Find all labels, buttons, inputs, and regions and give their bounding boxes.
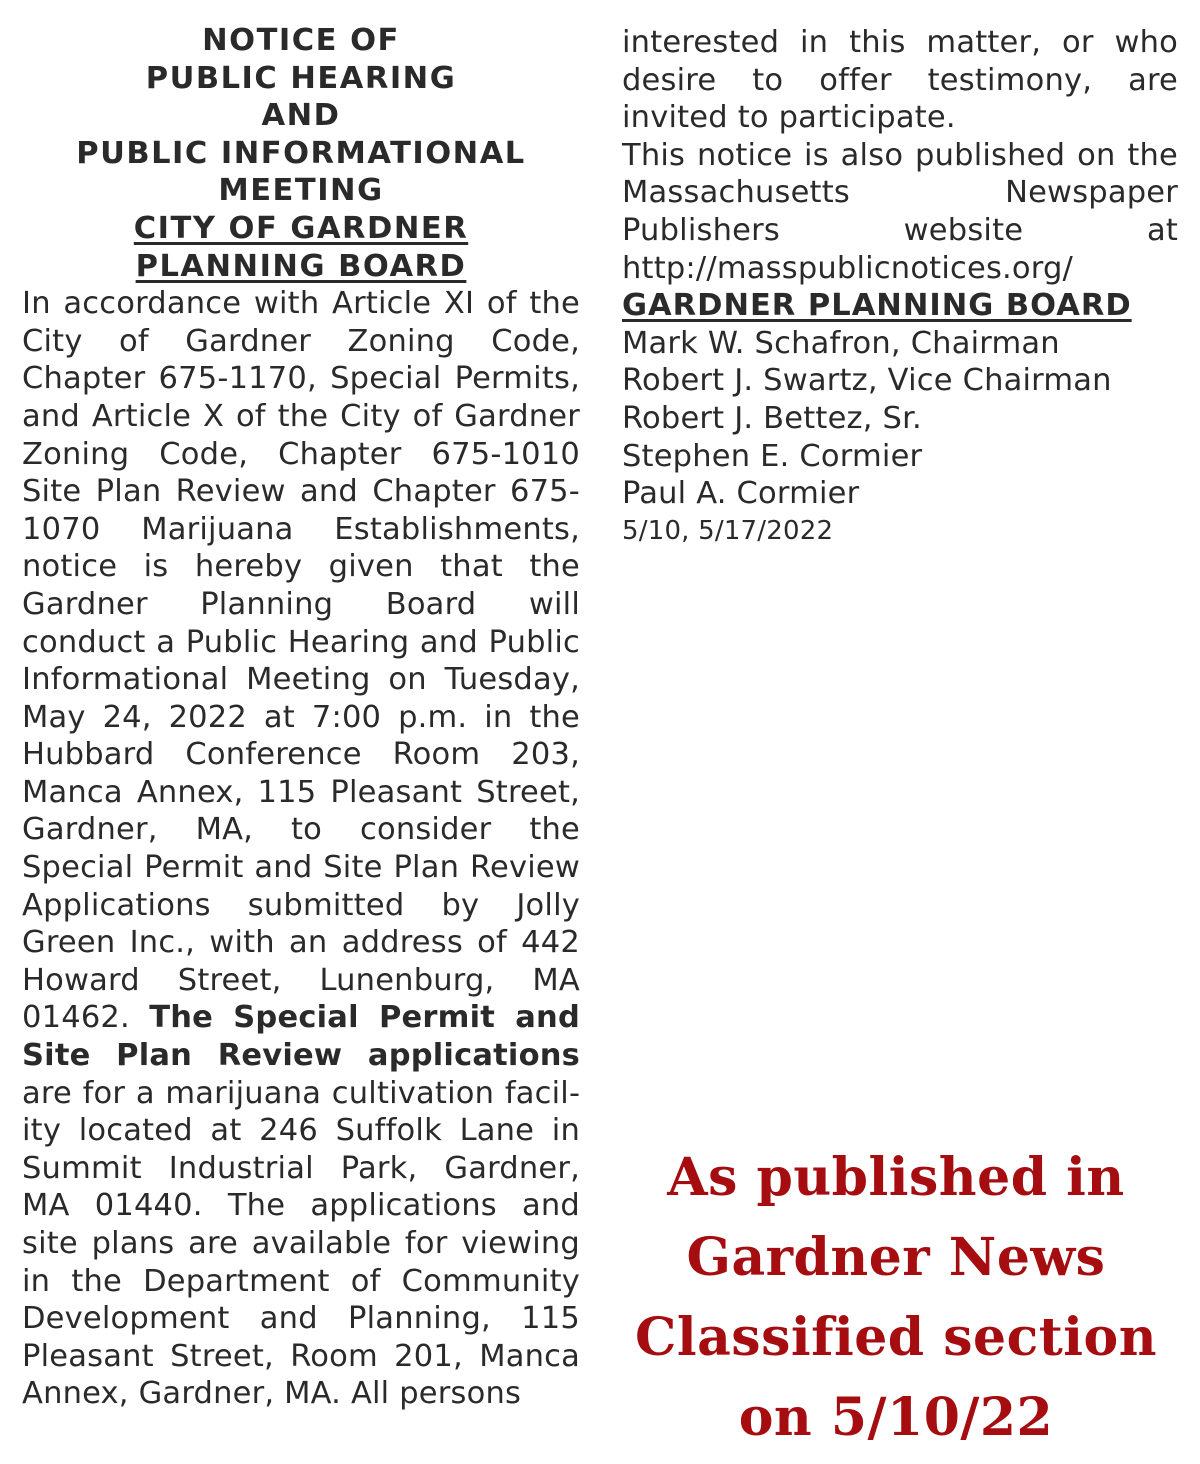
left-column (22, 22, 580, 1413)
signatory-1: Mark W. Schafron, Chairman (622, 325, 1060, 361)
notice-heading-line-3: AND (261, 98, 341, 134)
notice-heading-line-4: PUBLIC INFORMATIONAL (76, 135, 526, 171)
notice-body-second-continued: interested in this matter, or who desire to offer testimony, are invited to participate. (622, 25, 1178, 136)
publication-dates: 5/10, 5/17/2022 (622, 515, 834, 546)
notice-heading-line-1: NOTICE OF (202, 23, 400, 58)
notice-body-paragraph (22, 285, 580, 1413)
right-column (622, 24, 1178, 549)
caption-line-4: on 5/10/22 (738, 1387, 1054, 1448)
caption-line-1: As published in (667, 1147, 1125, 1208)
notice-body-third: This notice is also published on the Massachusetts Newspaper Publishers website at http://masspublicnotices.org/ (622, 137, 1178, 286)
notice-body-bold: The Special Permit and Site Plan Review applications (22, 1000, 580, 1074)
board-subheading-line-2: PLANNING BOARD (135, 248, 467, 284)
caption-line-2: Gardner News (686, 1227, 1106, 1288)
board-subheading-line-1: CITY OF GARDNER (133, 210, 469, 246)
signature-heading: GARDNER PLANNING BOARD (622, 288, 1132, 324)
signatory-4: Stephen E. Cormier (622, 438, 923, 474)
notice-heading-line-5: MEETING (218, 173, 384, 209)
notice-body-after-bold: are for a marijuana cultivation facility located at 246 Suffolk Lane in Summit Industrial Park, Gardner, MA 01440. (22, 1075, 580, 1224)
publication-caption (598, 1138, 1194, 1458)
notice-body-second: The applications and site plans are available for viewing in the Department of Community Development and Planning, 115 Pleasant Street, Room 201, Manca Annex, Gardner, MA. All persons (22, 1188, 580, 1412)
signatory-3: Robert J. Bettez, Sr. (622, 400, 922, 436)
caption-line-3: Classified section (634, 1307, 1158, 1368)
signatory-5: Paul A. Cormier (622, 476, 860, 512)
signatory-2: Robert J. Swartz, Vice Chairman (622, 363, 1112, 399)
notice-body-main: In accordance with Article XI of the City of Gardner Zoning Code, Chapter 675-1170, Special Permits, and Article X of the City of Gardner Zoning Code, Chapter 675-1010 Site Plan Review and Chapter 675-1070 Marijuana Establishments, notice is hereby given that the Gardner Planning Board will conduct a Public Hearing and Public Informational Meeting on Tuesday, May 24, 2022 at 7:00 p.m. in the Hubbard Conference Room 203, Manca Annex, 115 Pleasant Street, Gardner, MA, to consider the Special Permit and Site Plan Review Applications submitted by Jolly Green Inc., with an address of 442 Howard Street, Lunenburg, MA 01462. (22, 286, 580, 1036)
notice-heading-line-2: PUBLIC HEARING (145, 60, 457, 96)
